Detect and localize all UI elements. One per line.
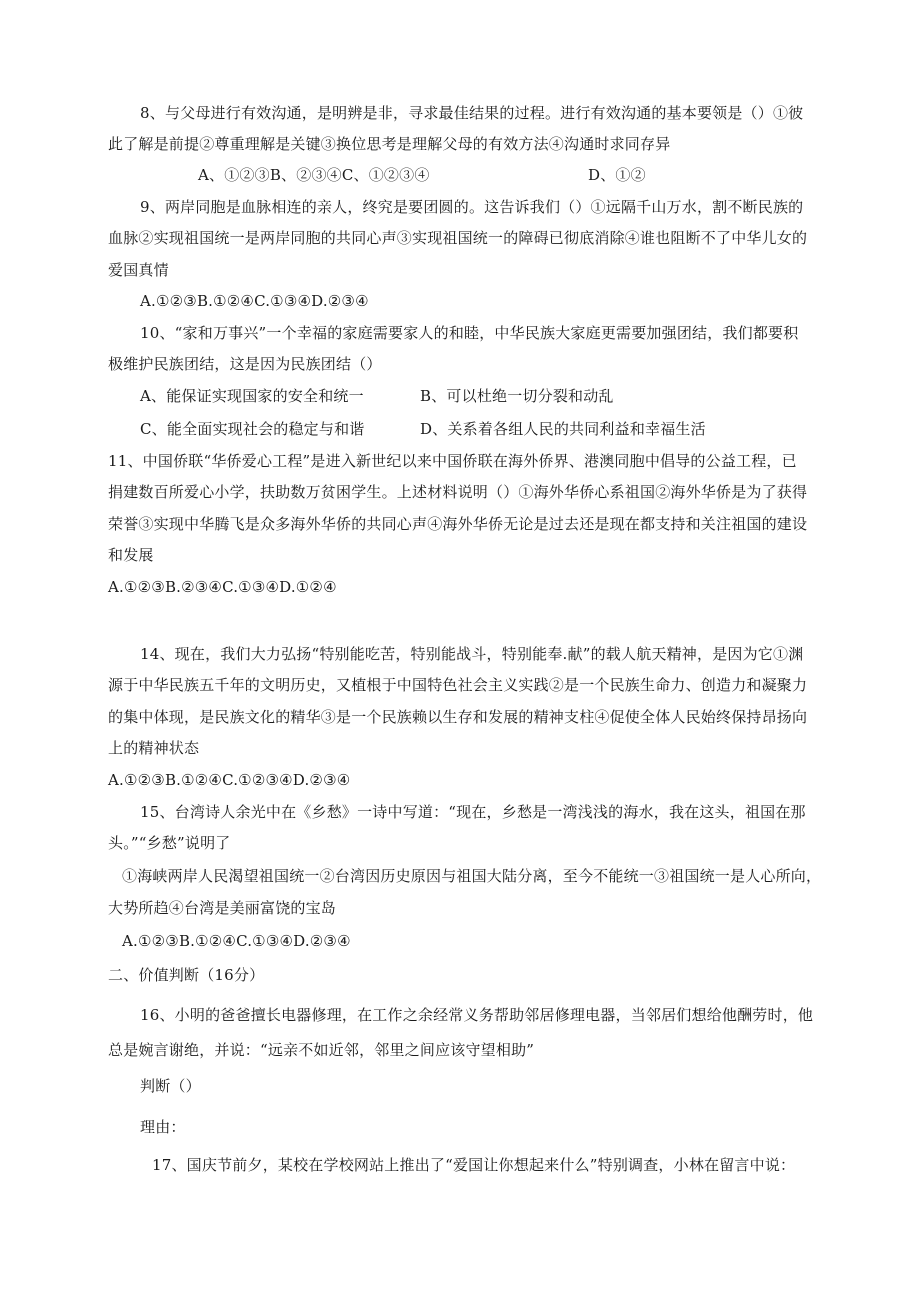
q11-line-4: 和发展 (108, 546, 154, 564)
q16-line-1: 16、小明的爸爸擅长电器修理，在工作之余经常义务帮助邻居修理电器，当邻居们想给他酬劳时，他 (140, 1006, 814, 1024)
q15-line-2: 头。”“乡愁”说明了 (108, 834, 231, 852)
q16-judge-label: 判断（） (140, 1077, 201, 1095)
q16-reason-label: 理由： (140, 1118, 186, 1136)
q14-line-3: 的集中体现，是民族文化的精华③是一个民族赖以生存和发展的精神支柱④促使全体人民始终保持昂扬向 (108, 708, 808, 726)
q10-line-1: 10、“家和万事兴”一个幸福的家庭需要家人的和睦，中华民族大家庭更需要加强团结，我们都要积 (140, 324, 799, 342)
q9-line-3: 爱国真情 (108, 261, 169, 279)
q15-line-3: ①海峡两岸人民渴望祖国统一②台湾因历史原因与祖国大陆分离，至今不能统一③祖国统一是人心所向， (122, 867, 822, 885)
q9-line-2: 血脉②实现祖国统一是两岸同胞的共同心声③实现祖国统一的障碍已彻底消除④谁也阻断不了中华儿女的 (108, 229, 808, 247)
q17-line-1: 17、国庆节前夕，某校在学校网站上推出了“爱国让你想起来什么”特别调查，小林在留言中说： (152, 1156, 796, 1174)
q8-options-abc: A、①②③B、②③④C、①②③④ (198, 166, 430, 184)
q9-options: A.①②③B.①②④C.①③④D.②③④ (140, 292, 369, 310)
q11-line-2: 捐建数百所爱心小学，扶助数万贫困学生。上述材料说明（）①海外华侨心系祖国②海外华侨是为了获得 (108, 483, 808, 501)
q8-line-1: 8、与父母进行有效沟通，是明辨是非，寻求最佳结果的过程。进行有效沟通的基本要领是（）①彼 (140, 104, 804, 122)
q9-line-1: 9、两岸同胞是血脉相连的亲人，终究是要团圆的。这告诉我们（）①远隔千山万水，割不断民族的 (140, 198, 804, 216)
q15-options: A.①②③B.①②④C.①③④D.②③④ (122, 932, 351, 950)
q11-line-3: 荣誉③实现中华腾飞是众多海外华侨的共同心声④海外华侨无论是过去还是现在都支持和关注祖国的建设 (108, 515, 808, 533)
q11-options: A.①②③B.②③④C.①③④D.①②④ (108, 578, 337, 596)
q10-option-d: D、关系着各组人民的共同利益和幸福生活 (420, 420, 706, 438)
q14-options: A.①②③B.①②④C.①②③④D.②③④ (108, 771, 351, 789)
q16-line-2: 总是婉言谢绝，并说：“远亲不如近邻，邻里之间应该守望相助” (108, 1041, 535, 1059)
q10-line-2: 极维护民族团结，这是因为民族团结（） (108, 355, 382, 373)
q15-line-1: 15、台湾诗人余光中在《乡愁》一诗中写道：“现在，乡愁是一湾浅浅的海水，我在这头，祖国在那 (140, 803, 806, 821)
q14-line-4: 上的精神状态 (108, 739, 200, 757)
section-title: 二、价值判断（16分） (108, 966, 265, 984)
q8-line-2: 此了解是前提②尊重理解是关键③换位思考是理解父母的有效方法④沟通时求同存异 (108, 135, 671, 153)
q14-line-2: 源于中华民族五千年的文明历史，又植根于中国特色社会主义实践②是一个民族生命力、创造力和凝聚力 (108, 676, 808, 694)
q14-line-1: 14、现在，我们大力弘扬“特别能吃苦，特别能战斗，特别能奉.献”的载人航天精神，是因为它①渊 (140, 645, 804, 663)
q10-option-c: C、能全面实现社会的稳定与和谐 (140, 420, 365, 438)
q10-option-b: B、可以杜绝一切分裂和动乱 (420, 387, 614, 405)
q15-line-4: 大势所趋④台湾是美丽富饶的宝岛 (108, 899, 337, 917)
q10-option-a: A、能保证实现国家的安全和统一 (140, 387, 364, 405)
q8-option-d: D、①② (588, 166, 646, 184)
q11-line-1: 11、中国侨联“华侨爱心工程”是进入新世纪以来中国侨联在海外侨界、港澳同胞中倡导的公益工程，已 (108, 452, 797, 470)
